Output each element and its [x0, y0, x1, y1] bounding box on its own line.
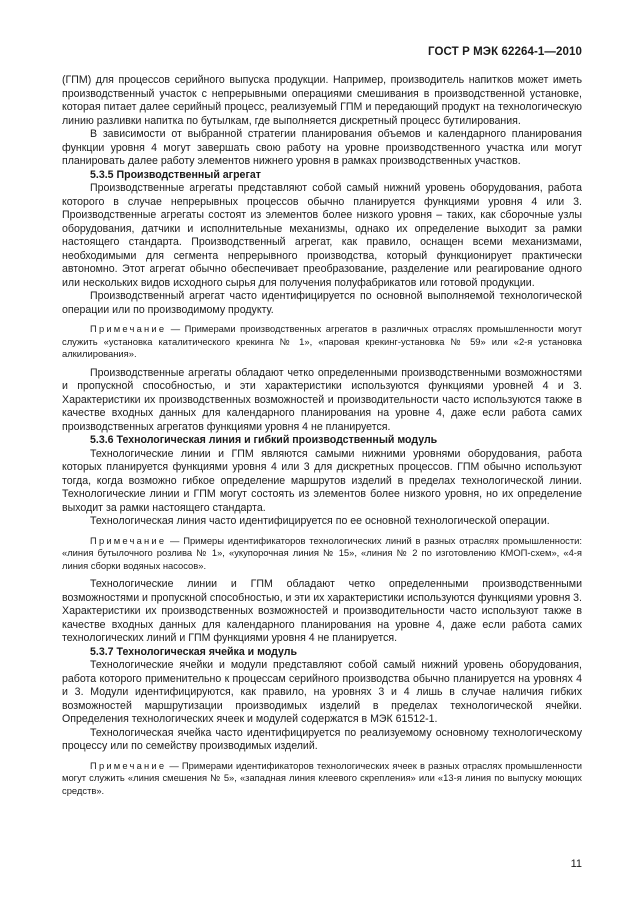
note	[62, 323, 582, 361]
section-heading-5-3-6: 5.3.6 Технологическая линия и гибкий производственный модуль	[90, 434, 438, 446]
paragraph: Производственные агрегаты обладают четко определенными производственными возможностями и пропускной способностью, и эти характеристики используются функциями уровней 4 и 3. Характеристики их производственных возможностей и производительности часто используются также в качестве входных данных для календарного планирования на уровне 4, даже если работа самих производственных агрегатов функциями уровня 4 не планируется.	[62, 366, 582, 433]
paragraph: В зависимости от выбранной стратегии планирования объемов и календарного планирования функции уровня 4 могут завершать свою работу на уровне производственного участка или могут планировать далее работу элементов нижнего уровня в рамках производственных участков.	[62, 128, 582, 167]
paragraph: Технологические ячейки и модули представляют собой самый нижний уровень оборудования, работа которого применительно к процессам серийного производства обычно планируется на уровнях 4 и 3. Модули идентифицируются, как правило, на уровнях 3 и 4 лишь в случае наличия гибких возможностей маршрутизации производимых изделий в пределах технологической ячейки. Определения технологических ячеек и модулей содержатся в МЭК 61512-1.	[62, 659, 582, 725]
paragraph: Производственный агрегат часто идентифицируется по основной выполняемой технологической операции или по производимому продукту.	[62, 290, 582, 316]
note	[62, 535, 582, 573]
note-label: Примечание	[90, 323, 167, 334]
section-heading-5-3-5: 5.3.5 Производственный агрегат	[90, 168, 261, 181]
paragraph: Технологические линии и ГПМ обладают четко определенными производственными возможностями и пропускной способностью, и эти их характеристики используются функциями уровня 3. Характеристики их производственных возможностей и производительности часто используют также в качестве входных данных для календарного планирования на уровне 4, даже если работа самих технологических линий и ГПМ функциями уровня 4 не планируется.	[62, 578, 582, 644]
note-label: Примечание	[90, 534, 167, 546]
document-body	[62, 74, 582, 803]
paragraph: Производственные агрегаты представляют собой самый нижний уровень оборудования, работа которого в случае непрерывных процессов обычно планируется функциями уровня 4 или 3. Производственные агрегаты состоят из элементов более низкого уровня – таких, как сборочные узлы оборудования, датчики и исполнительные механизмы, однако их определение выходит за рамки настоящего стандарта. Производственный агрегат, как правило, оснащен всеми механизмами, необходимыми для сегмента непрерывного производства, который функционирует практически автономно. Этот агрегат обычно обеспечивает преобразование, разделение или реагирование одного или нескольких видов исходного сырья для получения полуфабрикатов или готовой продукции.	[62, 182, 582, 289]
page-number: 11	[570, 858, 582, 870]
note	[62, 760, 582, 798]
document-code-header: ГОСТ Р МЭК 62264-1—2010	[428, 46, 582, 58]
paragraph: Технологические линии и ГПМ являются самыми нижними уровнями оборудования, работа которых планируется функциями уровня 4 или 3 для дискретных процессов. ГПМ обычно используют тогда, когда возможно гибкое определение маршрутов изделий в пределах технологической линии. Технологические линии и ГПМ могут состоять из элементов более низкого уровня, но их определение выходит за рамки настоящего стандарта.	[62, 447, 582, 514]
section-heading-5-3-7: 5.3.7 Технологическая ячейка и модуль	[90, 645, 298, 658]
paragraph: Технологическая ячейка часто идентифицируется по реализуемому основному технологическому процессу или по семейству производимых изделий.	[62, 726, 582, 752]
paragraph: Технологическая линия часто идентифицируется по ее основной технологической операции.	[90, 515, 550, 527]
note-label: Примечание	[90, 759, 167, 771]
note-text: — Примеры идентификаторов технологических линий в разных отраслях промышленности: «линия бутылочного розлива № 1», «укупорочная линия № 15», «линия № 2 по изготовлению КМОП-схем», «4-я линия сборки водяных насосов».	[62, 534, 582, 571]
note-text: — Примерами производственных агрегатов в различных отраслях промышленности могут служить «установка каталитического крекинга № 1», «паровая крекинг-установка № 59» или «2-я установка алкилирования».	[62, 323, 582, 359]
note-text: — Примерами идентификаторов технологических ячеек в разных отраслях промышленности могут служить «линия смешения № 5», «западная линия клеевого скрепления» или «13-я линия по выпуску моющих средств».	[62, 759, 582, 796]
paragraph: (ГПМ) для процессов серийного выпуска продукции. Например, производитель напитков может иметь производственный участок с непрерывными операциями смешивания в производственной установке, которая питает далее серийный процесс, реализуемый ГПМ и передающий продукт на технологическую линию разливки напитка по бутылкам, где выполняется дискретный процесс бутилирования.	[62, 74, 582, 127]
